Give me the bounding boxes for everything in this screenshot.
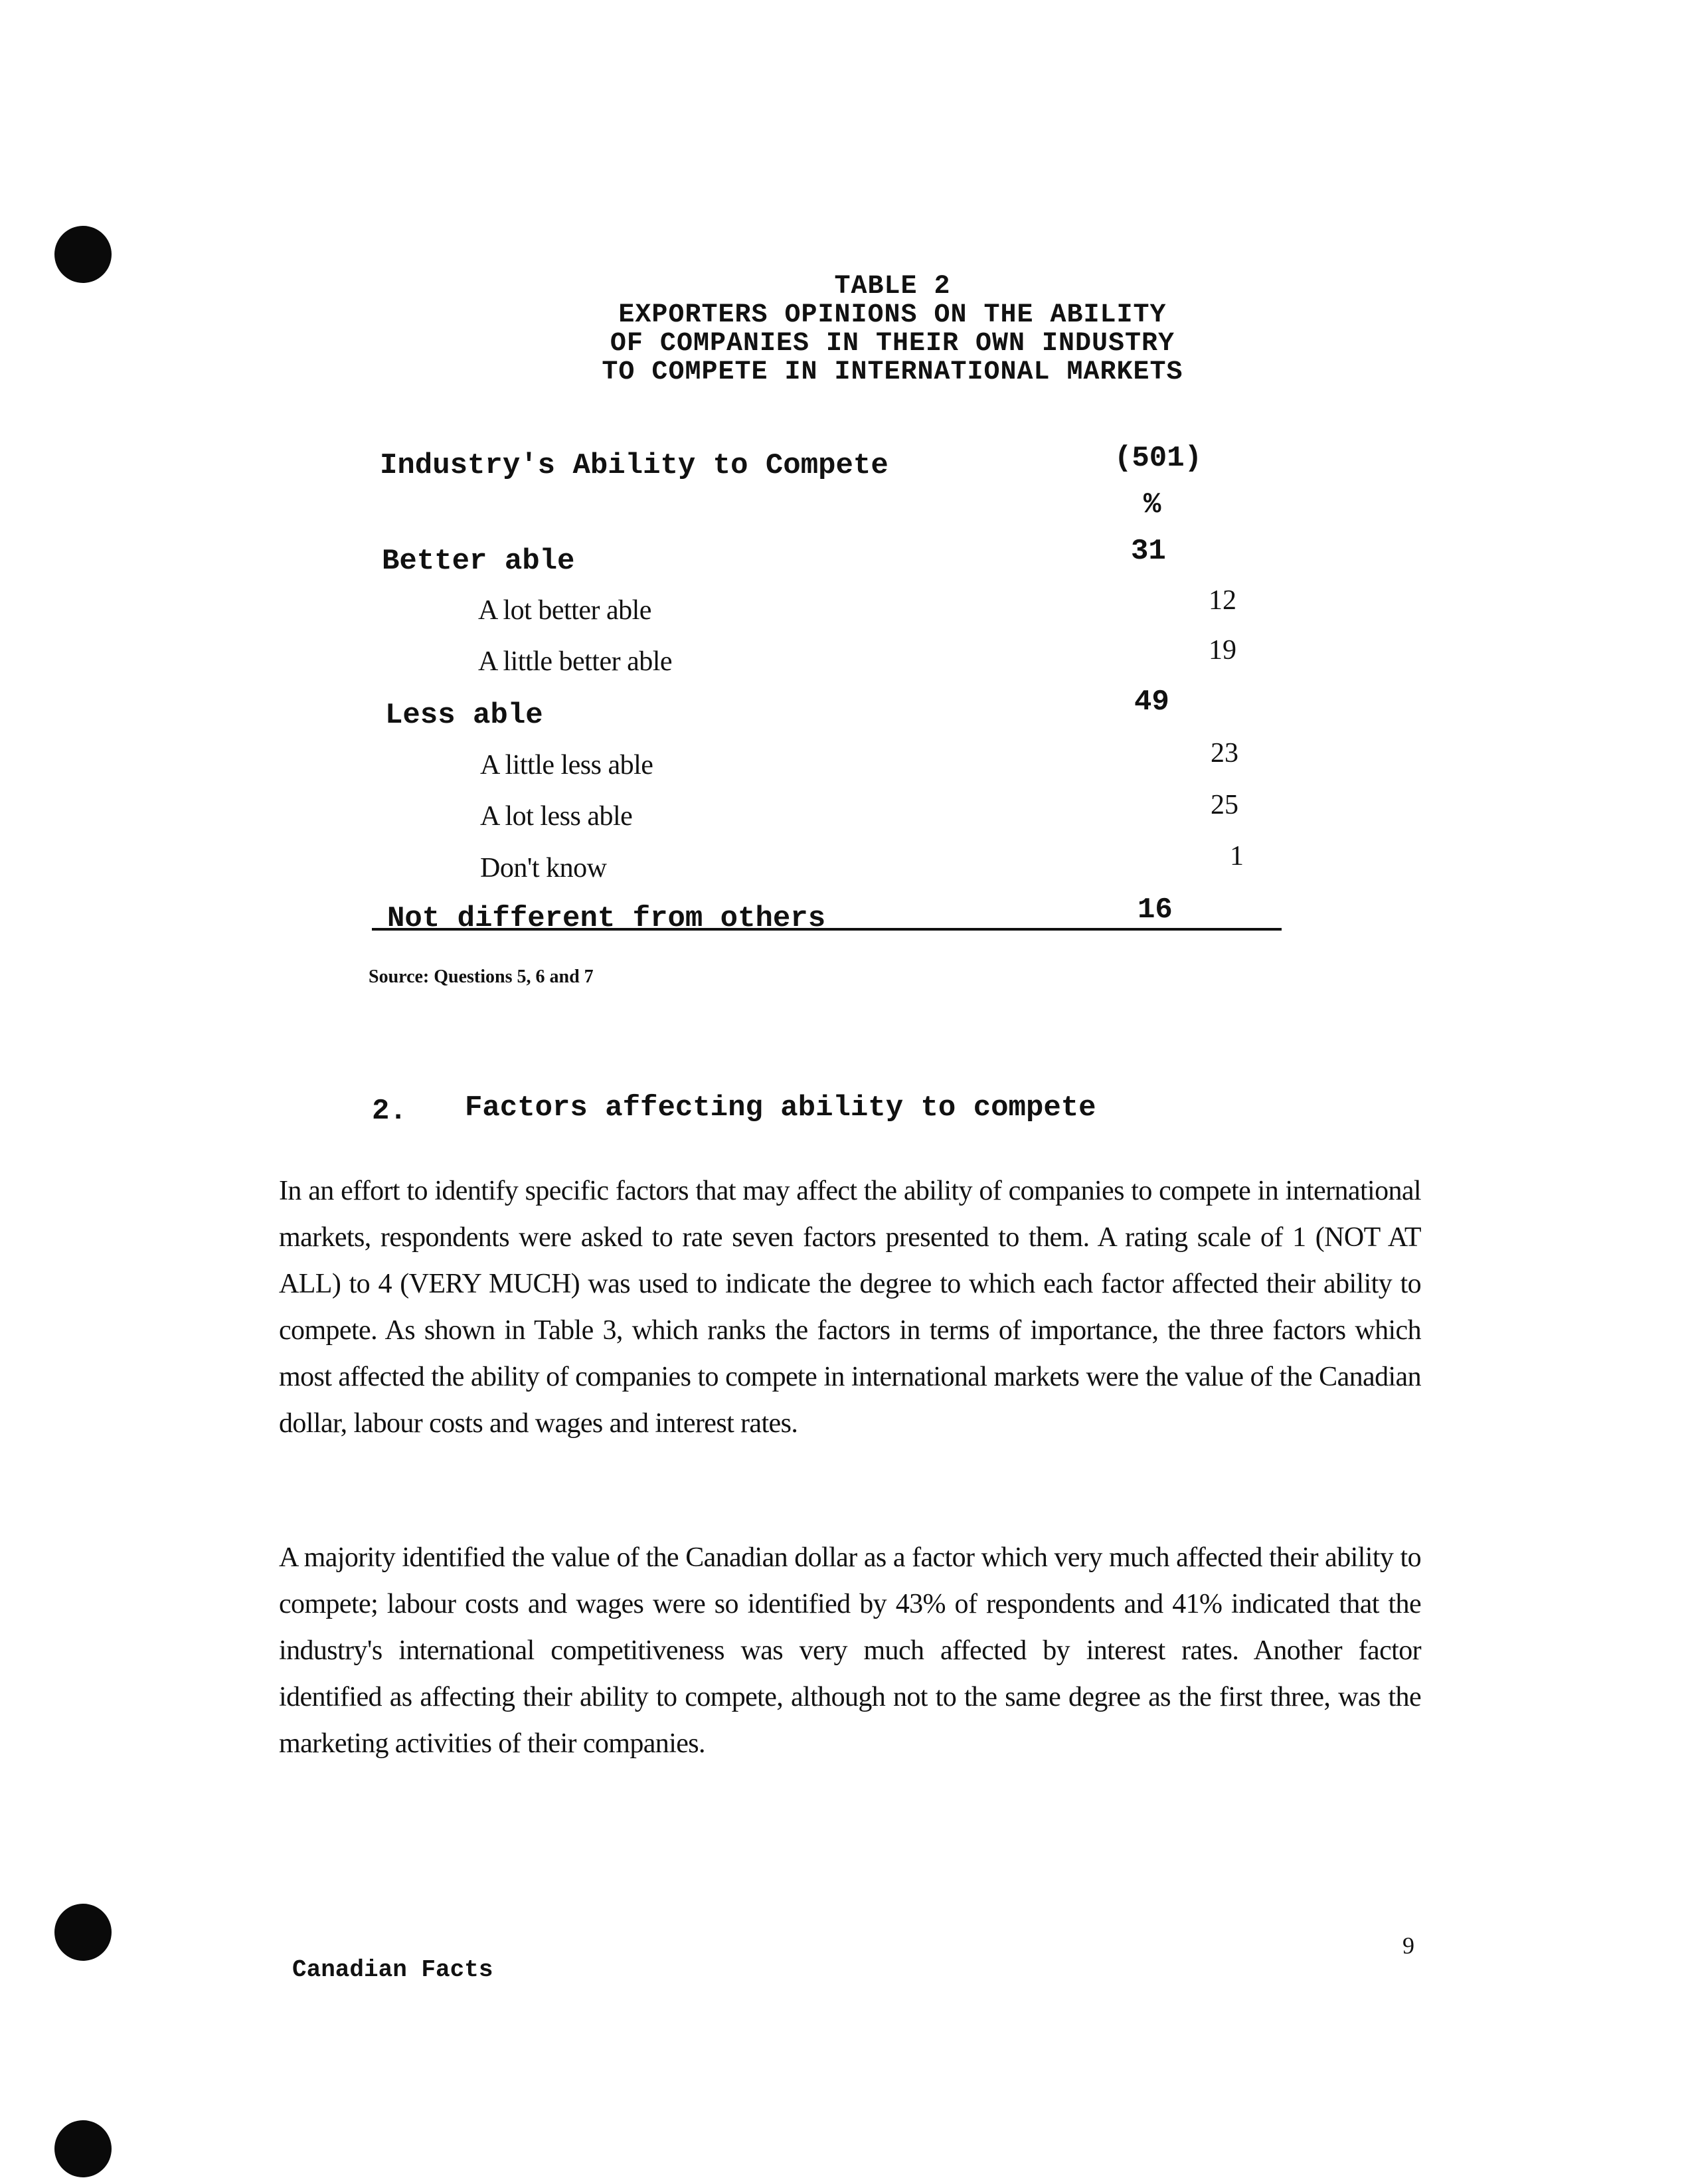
paragraph-1: In an effort to identify specific factors that may affect the ability of companies to compete in international markets, respondents were asked to rate seven factors presented to them. A rating scale of 1 (NOT AT ALL) to 4 (VERY MUCH) was used to indicate the degree to which each factor affected their ability to compete. As shown in Table 3, which ranks the factors in terms of importance, the three factors which most affected the ability of companies to compete in international markets were the value of the Canadian dollar, labour costs and wages and interest rates. [279, 1176, 1421, 1439]
row-value-dont-know: 1 [1230, 841, 1244, 871]
table-source: Source: Questions 5, 6 and 7 [369, 966, 594, 987]
row-label-better-able: Better able [382, 545, 575, 578]
table-header-base: (501) [1114, 442, 1203, 475]
row-value-a-little-better-able: 19 [1209, 635, 1236, 666]
row-label-a-lot-better-able: A lot better able [478, 595, 651, 626]
row-label-a-little-better-able: A little better able [478, 646, 673, 677]
table-number: TABLE 2 [834, 272, 951, 302]
row-value-better-able: 31 [1131, 535, 1166, 568]
table-title-line-2: OF COMPANIES IN THEIR OWN INDUSTRY [610, 329, 1175, 359]
table-title-line-3: TO COMPETE IN INTERNATIONAL MARKETS [602, 357, 1183, 387]
page-number: 9 [1402, 1932, 1414, 1959]
table-header-unit: % [1143, 488, 1161, 521]
table-title [0, 272, 1692, 387]
row-label-a-lot-less-able: A lot less able [480, 801, 633, 832]
punch-hole-middle [54, 1904, 112, 1961]
table-bottom-rule [372, 928, 1282, 931]
row-value-a-little-less-able: 23 [1211, 738, 1238, 769]
row-label-less-able: Less able [385, 699, 543, 732]
row-value-not-different: 16 [1138, 893, 1173, 927]
punch-hole-bottom [54, 2120, 112, 2177]
section-heading: Factors affecting ability to compete [465, 1091, 1096, 1125]
row-label-dont-know: Don't know [480, 853, 607, 883]
row-label-a-little-less-able: A little less able [480, 750, 653, 780]
row-value-less-able: 49 [1134, 685, 1169, 719]
row-value-a-lot-less-able: 25 [1211, 790, 1238, 820]
table-title-line-1: EXPORTERS OPINIONS ON THE ABILITY [618, 300, 1167, 330]
section-number: 2. [372, 1095, 407, 1128]
row-label-not-different: Not different from others [387, 902, 826, 935]
table-header-label: Industry's Ability to Compete [380, 449, 888, 482]
footer-company: Canadian Facts [292, 1956, 493, 1983]
paragraph-2: A majority identified the value of the Canadian dollar as a factor which very much affected their ability to compete; labour costs and wages were so identified by 43% of respondents and 41% indicated that the industry's international competitiveness was very much affected by interest rates. Another factor identified as affecting their ability to compete, although not to the same degree as the first three, was the marketing activities of their companies. [279, 1542, 1421, 1759]
row-value-a-lot-better-able: 12 [1209, 585, 1236, 616]
